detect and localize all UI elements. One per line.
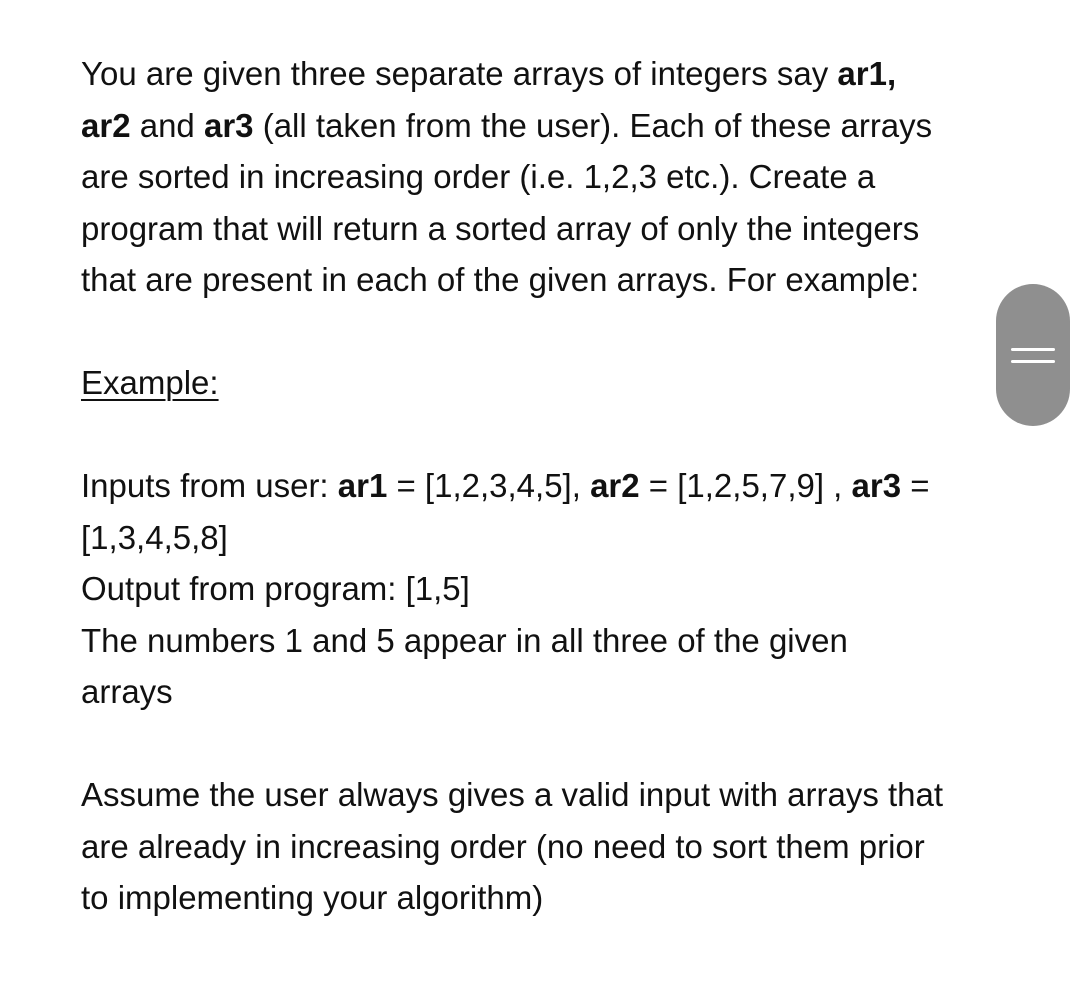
- intro-paragraph: [81, 48, 1011, 306]
- example-heading: Example:: [81, 364, 219, 401]
- intro-line-1: You are given three separate arrays of integers say ar1,: [81, 55, 897, 92]
- example-inputs-line-2: [1,3,4,5,8]: [81, 518, 228, 556]
- example-output-line: Output from program: [1,5]: [81, 570, 470, 607]
- spacer: [81, 718, 1011, 770]
- intro-line-2: ar2 and ar3 (all taken from the user). Each of these arrays: [81, 106, 933, 144]
- spacer: [81, 409, 1011, 461]
- assumption-paragraph: [81, 769, 1011, 924]
- example-block: [81, 460, 1011, 718]
- assumption-line-3: to implementing your algorithm): [81, 879, 544, 916]
- document-body: [81, 48, 1011, 924]
- example-inputs-line-1: Inputs from user: ar1 = [1,2,3,4,5], ar2 = [1,2,5,7,9] , ar3 =: [81, 467, 930, 504]
- intro-line-5: that are present in each of the given arrays. For example:: [81, 261, 920, 298]
- example-explanation-line-1: The numbers 1 and 5 appear in all three of the given: [81, 621, 848, 659]
- spacer: [81, 306, 1011, 358]
- intro-line-3: are sorted in increasing order (i.e. 1,2,3 etc.). Create a: [81, 158, 876, 195]
- assumption-line-2: are already in increasing order (no need to sort them prior: [81, 827, 925, 865]
- intro-line-4: program that will return a sorted array of only the integers: [81, 209, 920, 247]
- drag-handle[interactable]: [996, 284, 1070, 426]
- assumption-line-1: Assume the user always gives a valid input with arrays that: [81, 776, 944, 813]
- example-explanation-line-2: arrays: [81, 673, 173, 710]
- drag-handle-icon: [1011, 344, 1055, 366]
